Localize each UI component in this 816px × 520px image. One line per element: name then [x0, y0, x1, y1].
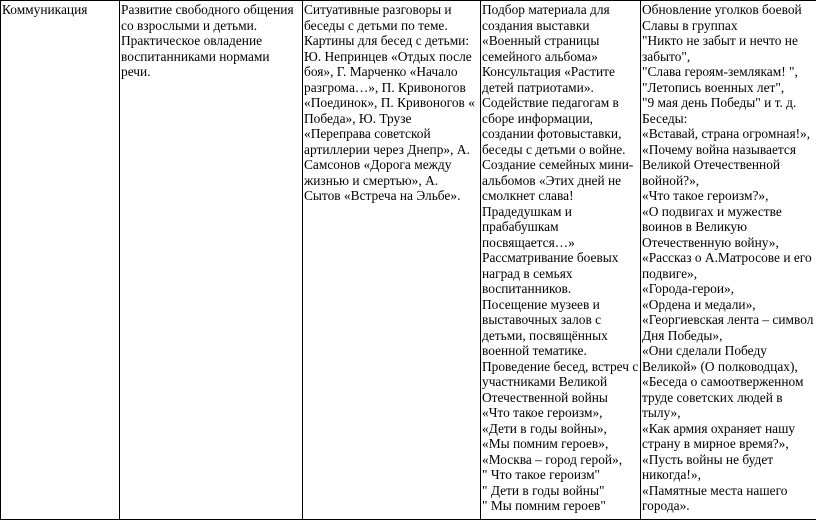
text-line: Развитие свободного общения — [121, 2, 301, 18]
text-line: посвящается…» — [482, 235, 639, 251]
text-line: «Что такое героизм?», — [642, 188, 816, 204]
text-line: создании фотовыставки, — [482, 126, 639, 142]
text-line: «Вставай, страна огромная!», — [642, 126, 816, 142]
text-line: "9 мая день Победы" и т. д. — [642, 95, 816, 111]
text-line: "Слава героям-землякам! ", — [642, 64, 816, 80]
text-line: создания выставки — [482, 18, 639, 34]
text-line: «Военный страницы — [482, 33, 639, 49]
text-line: «Что такое героизм», — [482, 405, 639, 421]
text-line: смолкнет слава! — [482, 188, 639, 204]
table-row — [1, 1, 816, 520]
text-line: забыто", — [642, 49, 816, 65]
text-line: " Что такое героизм" — [482, 467, 639, 483]
cell-parent-work — [481, 1, 641, 520]
text-line: артиллерии через Днепр», А. — [304, 142, 479, 158]
text-line: «Москва – город герой», — [482, 452, 639, 468]
cell-goal — [120, 1, 303, 520]
text-line: «Пусть войны не будет — [642, 452, 816, 468]
cell-activities — [641, 1, 816, 520]
text-line: участниками Великой — [482, 374, 639, 390]
text-line: "Летопись военных лет", — [642, 80, 816, 96]
text-line: детей патриотами». — [482, 80, 639, 96]
text-line: «Переправа советской — [304, 126, 479, 142]
text-line: Прадедушкам и — [482, 204, 639, 220]
text-line: Подбор материала для — [482, 2, 639, 18]
text-line: «Мы помним героев», — [482, 436, 639, 452]
text-line: Дня Победы», — [642, 328, 816, 344]
text-line: Беседы: — [642, 111, 816, 127]
text-line: детьми, посвящённых — [482, 328, 639, 344]
text-line: Рассматривание боевых — [482, 250, 639, 266]
text-line: Победа», Ю. Трузе — [304, 111, 479, 127]
text-line: «Они сделали Победу — [642, 343, 816, 359]
text-line: «Ордена и медали», — [642, 297, 816, 313]
text-line: Отечественной войны — [482, 390, 639, 406]
text-line: «Георгиевская лента – символ — [642, 312, 816, 328]
text-line: Отечественную войну», — [642, 235, 816, 251]
text-line: прабабушкам — [482, 219, 639, 235]
text-line: тылу», — [642, 405, 816, 421]
text-line: "Никто не забыт и нечто не — [642, 33, 816, 49]
text-line: Содействие педагогам в — [482, 95, 639, 111]
text-line: «Дети в годы войны», — [482, 421, 639, 437]
text-line: Великой Отечественной — [642, 157, 816, 173]
text-line: «Рассказ о А.Матросове и его — [642, 250, 816, 266]
text-line: «Поединок», П. Кривоногов « — [304, 95, 479, 111]
text-line: наград в семьях — [482, 266, 639, 282]
text-line: семейного альбома» — [482, 49, 639, 65]
text-line: «О подвигах и мужестве — [642, 204, 816, 220]
text-line: жизнью и смертью», А. — [304, 173, 479, 189]
text-line: " Дети в годы войны" — [482, 483, 639, 499]
text-line: подвиге», — [642, 266, 816, 282]
text-line: " Мы помним героев" — [482, 498, 639, 514]
text-line: города». — [642, 498, 816, 514]
text-line: Создание семейных мини- — [482, 157, 639, 173]
cell-area — [1, 1, 120, 520]
text-line: воинов в Великую — [642, 219, 816, 235]
text-line: Славы в группах — [642, 18, 816, 34]
text-line: воспитанниками нормами — [121, 49, 301, 65]
text-line: Обновление уголков боевой — [642, 2, 816, 18]
text-line: никогда!», — [642, 467, 816, 483]
text-line: Коммуникация — [2, 2, 118, 18]
text-line: речи. — [121, 64, 301, 80]
text-line: войной?», — [642, 173, 816, 189]
text-line: «Города-герои», — [642, 281, 816, 297]
text-line: Консультация «Растите — [482, 64, 639, 80]
text-line: военной тематике. — [482, 343, 639, 359]
text-line: выставочных залов с — [482, 312, 639, 328]
text-line: Картины для бесед с детьми: — [304, 33, 479, 49]
text-line: страну в мирное время?», — [642, 436, 816, 452]
text-line: сборе информации, — [482, 111, 639, 127]
text-line: со взрослыми и детьми. — [121, 18, 301, 34]
text-line: беседы с детьми по теме. — [304, 18, 479, 34]
text-line: «Как армия охраняет нашу — [642, 421, 816, 437]
text-line: труде советских людей в — [642, 390, 816, 406]
text-line: Сытов «Встреча на Эльбе». — [304, 188, 479, 204]
text-line: «Почему война называется — [642, 142, 816, 158]
text-line: Самсонов «Дорога между — [304, 157, 479, 173]
text-line: беседы с детьми о войне. — [482, 142, 639, 158]
text-line: Ю. Непринцев «Отдых после — [304, 49, 479, 65]
text-line: Великой» (О полководцах), — [642, 359, 816, 375]
text-line: Проведение бесед, встреч с — [482, 359, 639, 375]
text-line: боя», Г. Марченко «Начало — [304, 64, 479, 80]
text-line: Практическое овладение — [121, 33, 301, 49]
text-line: Ситуативные разговоры и — [304, 2, 479, 18]
text-line: альбомов «Этих дней не — [482, 173, 639, 189]
cell-conversations — [303, 1, 481, 520]
text-line: «Памятные места нашего — [642, 483, 816, 499]
text-line: Посещение музеев и — [482, 297, 639, 313]
text-line: воспитанников. — [482, 281, 639, 297]
text-line: разгрома…», П. Кривоногов — [304, 80, 479, 96]
text-line: «Беседа о самоотверженном — [642, 374, 816, 390]
